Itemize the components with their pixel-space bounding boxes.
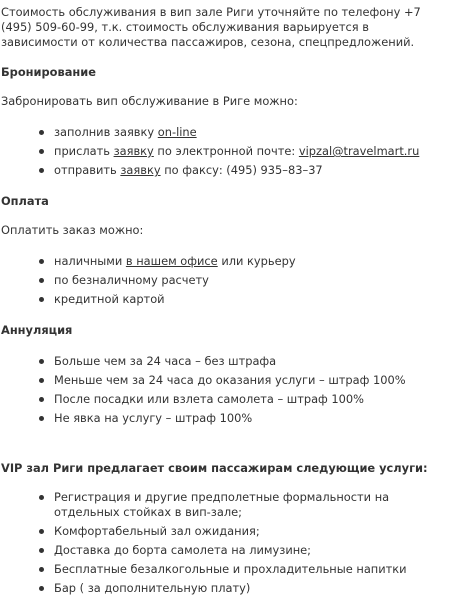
intro-text: Стоимость обслуживания в вип зале Риги уточняйте по телефону +7 (495) 509-60-99, т.к. стоимость обслуживания варьируется в зависимости от количества пассажиров, сезона, спецпредложений. — [1, 5, 421, 49]
list-item: Бесплатные безалкогольные и прохладительные напитки — [54, 562, 444, 577]
booking-lead: Забронировать вип обслуживание в Риге можно: — [1, 94, 298, 108]
payment-title: Оплата — [1, 194, 49, 208]
list-item: Регистрация и другие предполетные формальности на отдельных стойках в вип-зале; — [54, 490, 444, 520]
list-item: кредитной картой — [54, 290, 444, 309]
list-item — [54, 252, 444, 271]
list-item: Меньше чем за 24 часа до оказания услуги – штраф 100% — [54, 371, 444, 390]
list-item: Бар ( за дополнительную плату) — [54, 581, 444, 596]
list-item: Доставка до борта самолета на лимузине; — [54, 543, 444, 558]
list-item-text: по электронной почте: — [153, 144, 299, 158]
booking-list — [1, 123, 444, 180]
fax-request-link[interactable]: заявку — [120, 163, 161, 177]
vip-services-title: VIP зал Риги предлагает своим пассажирам следующие услуги: — [1, 461, 428, 475]
list-item: Комфортабельный зал ожидания; — [54, 524, 444, 539]
online-link[interactable]: on-line — [157, 125, 197, 139]
request-link[interactable]: заявку — [113, 144, 154, 158]
vip-services-list — [1, 490, 444, 596]
list-item-text: наличными — [54, 254, 126, 268]
cancel-list — [1, 352, 444, 428]
list-item — [54, 161, 444, 180]
payment-list — [1, 252, 444, 309]
list-item: Не явка на услугу – штраф 100% — [54, 409, 444, 428]
list-item-text: отправить — [54, 163, 121, 177]
booking-title: Бронирование — [1, 65, 96, 79]
list-item — [54, 142, 444, 161]
cancel-title: Аннуляция — [1, 323, 73, 337]
list-item-text: прислать — [54, 144, 114, 158]
list-item: Больше чем за 24 часа – без штрафа — [54, 352, 444, 371]
list-item-text: или курьеру — [217, 254, 296, 268]
email-link[interactable]: vipzal@travelmart.ru — [298, 144, 420, 158]
list-item — [54, 123, 444, 142]
list-item: После посадки или взлета самолета – штраф 100% — [54, 390, 444, 409]
payment-lead: Оплатить заказ можно: — [1, 223, 144, 237]
list-item-text: по факсу: (495) 935–83–37 — [160, 163, 323, 177]
office-link[interactable]: в нашем офисе — [125, 254, 218, 268]
list-item-text: заполнив заявку — [54, 125, 158, 139]
list-item: по безналичному расчету — [54, 271, 444, 290]
